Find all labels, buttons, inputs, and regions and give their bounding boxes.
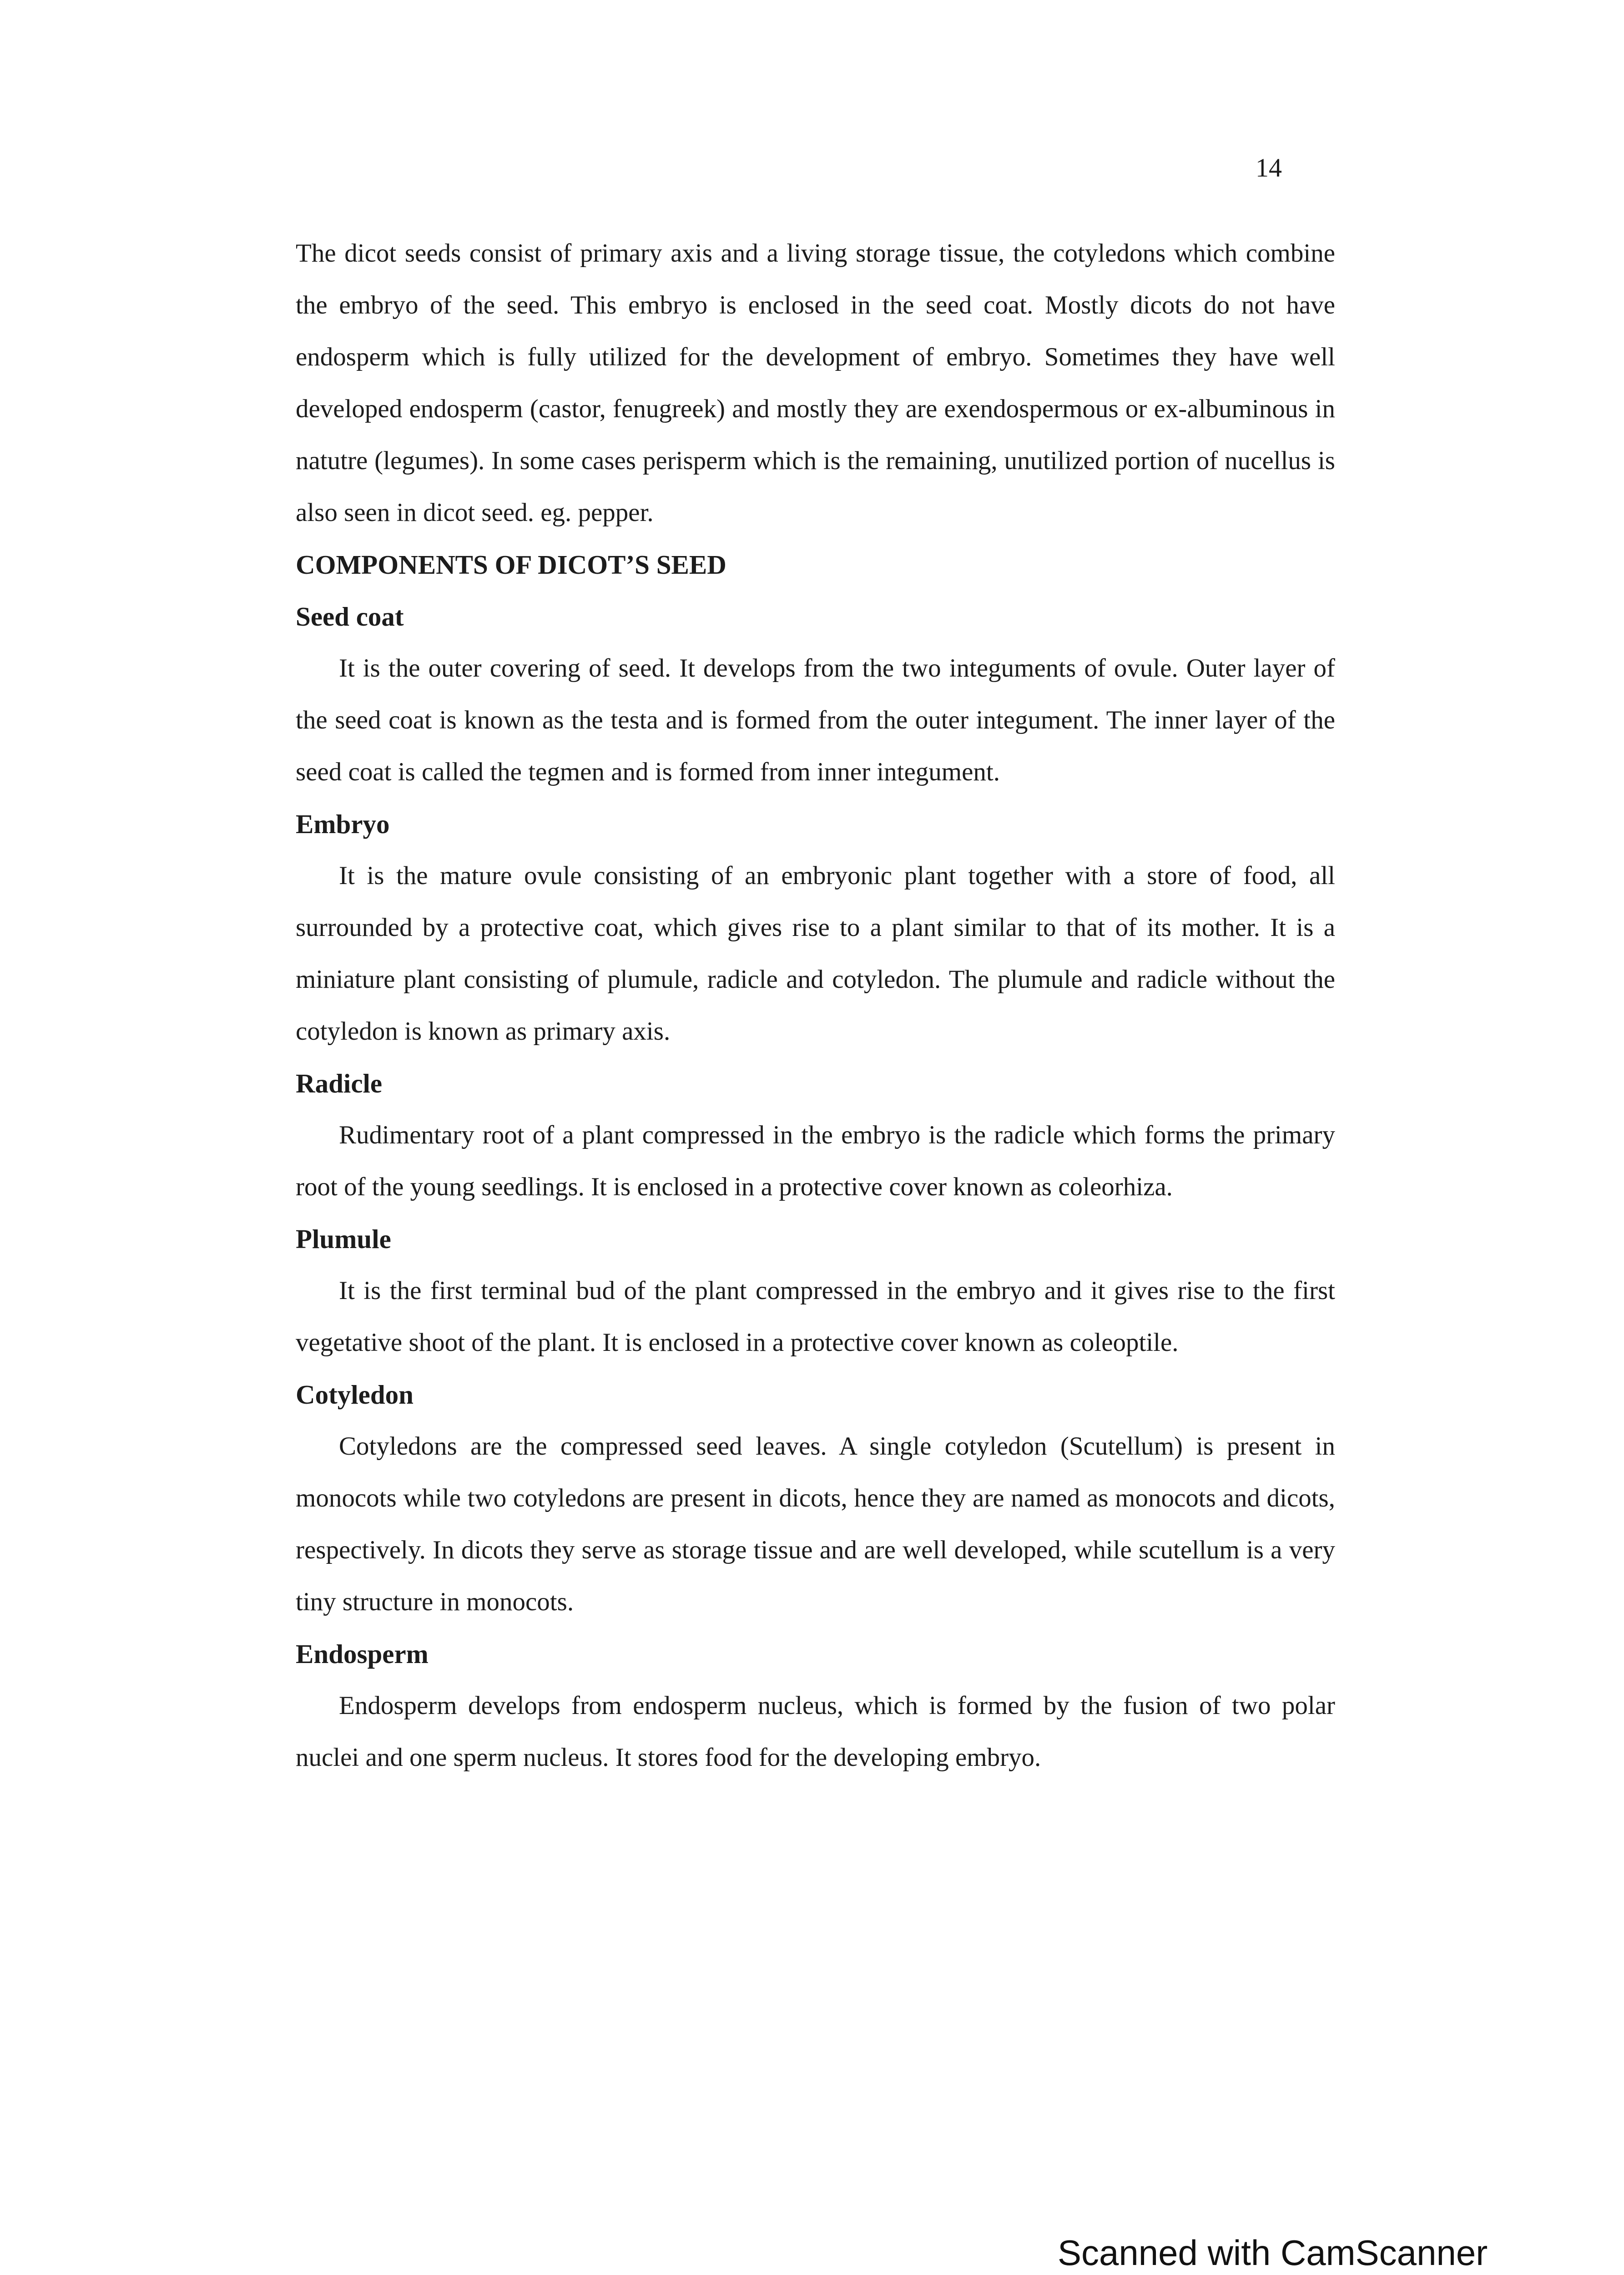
paragraph-embryo: It is the mature ovule consisting of an embryonic plant together with a store of food, all surrounded by a protective coat, which gives rise to a plant similar to that of its mother. It is a miniature plant consisting of plumule, radicle and cotyledon. The plumule and radicle without the cotyledon is known as primary axis.: [296, 861, 1335, 1046]
page-content: [296, 228, 1335, 1784]
camscanner-watermark: Scanned with CamScanner: [1058, 2233, 1488, 2273]
heading-seed-coat: Seed coat: [296, 602, 404, 632]
paragraph-cotyledon: Cotyledons are the compressed seed leaves. A single cotyledon (Scutellum) is present in monocots while two cotyledons are present in dicots, hence they are named as monocots and dicots, respectively. In dicots they serve as storage tissue and are well developed, while scutellum is a very tiny structure in monocots.: [296, 1432, 1335, 1616]
paragraph-plumule: It is the first terminal bud of the plant compressed in the embryo and it gives rise to the first vegetative shoot of the plant. It is enclosed in a protective cover known as coleoptile.: [296, 1276, 1335, 1357]
intro-paragraph: The dicot seeds consist of primary axis and a living storage tissue, the cotyledons which combine the embryo of the seed. This embryo is enclosed in the seed coat. Mostly dicots do not have endosperm which is fully utilized for the development of embryo. Sometimes they have well developed endosperm (castor, fenugreek) and mostly they are exendospermous or ex-albuminous in natutre (legumes). In some cases perisperm which is the remaining, unutilized portion of nucellus is also seen in dicot seed. eg. pepper.: [296, 239, 1335, 527]
section-title: COMPONENTS OF DICOT’S SEED: [296, 550, 726, 580]
paragraph-endosperm: Endosperm develops from endosperm nucleus, which is formed by the fusion of two polar nuclei and one sperm nucleus. It stores food for the developing embryo.: [296, 1691, 1335, 1772]
heading-endosperm: Endosperm: [296, 1639, 429, 1669]
heading-embryo: Embryo: [296, 809, 390, 839]
paragraph-seed-coat: It is the outer covering of seed. It develops from the two integuments of ovule. Outer layer of the seed coat is known as the testa and is formed from the outer integument. The inner layer of the seed coat is called the tegmen and is formed from inner integument.: [296, 654, 1335, 786]
paragraph-radicle: Rudimentary root of a plant compressed in the embryo is the radicle which forms the primary root of the young seedlings. It is enclosed in a protective cover known as coleorhiza.: [296, 1121, 1335, 1201]
heading-plumule: Plumule: [296, 1224, 391, 1254]
heading-radicle: Radicle: [296, 1068, 383, 1098]
page-number: 14: [1256, 153, 1282, 182]
heading-cotyledon: Cotyledon: [296, 1380, 414, 1410]
